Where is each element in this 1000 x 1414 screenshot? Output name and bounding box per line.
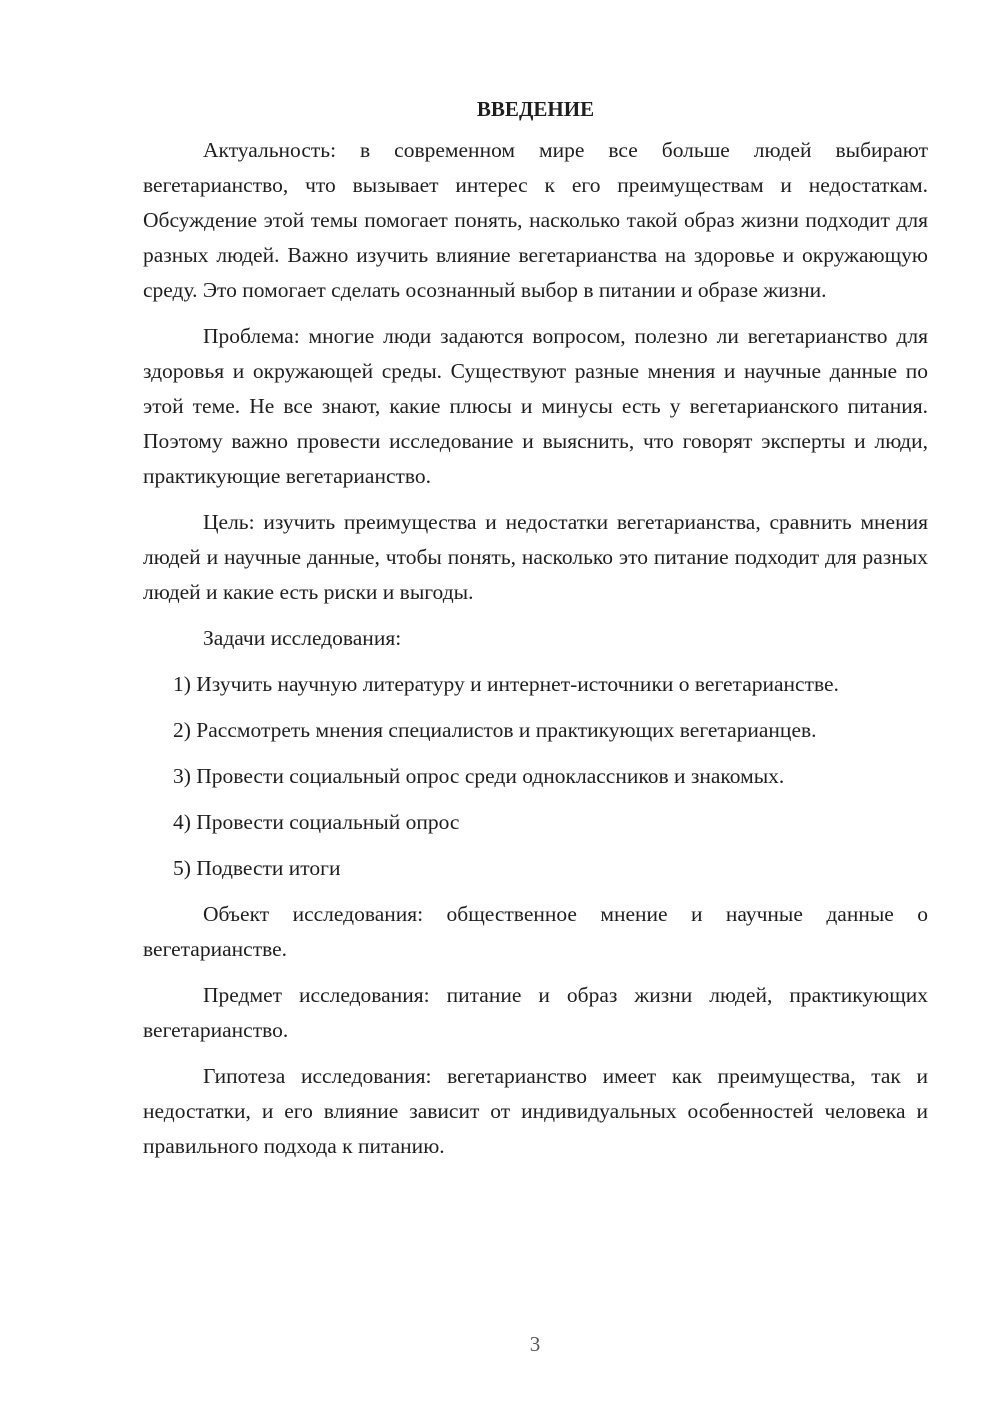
task-item-2: 2) Рассмотреть мнения специалистов и практикующих вегетарианцев.: [173, 718, 817, 742]
task-item-5: 5) Подвести итоги: [173, 856, 341, 880]
page-number: 3: [529, 1332, 541, 1356]
problem-paragraph: Проблема: многие люди задаются вопросом, полезно ли вегетарианство для здоровья и окружающей среды. Существуют разные мнения и научные данные по этой теме. Не все знают, какие плюсы и минусы есть у вегетарианского питания. Поэтому важно провести исследование и выяснить, что говорят эксперты и люди, практикующие вегетарианство.: [143, 324, 928, 488]
subject-paragraph: Предмет исследования: питание и образ жизни людей, практикующих вегетарианство.: [143, 983, 928, 1042]
object-paragraph: Объект исследования: общественное мнение и научные данные о вегетарианстве.: [143, 902, 928, 961]
relevance-paragraph: Актуальность: в современном мире все больше людей выбирают вегетарианство, что вызывает интерес к его преимуществам и недостаткам. Обсуждение этой темы помогает понять, насколько такой образ жизни подходит для разных людей. Важно изучить влияние вегетарианства на здоровье и окружающую среду. Это помогает сделать осознанный выбор в питании и образе жизни.: [143, 138, 928, 302]
hypothesis-paragraph: Гипотеза исследования: вегетарианство имеет как преимущества, так и недостатки, и его влияние зависит от индивидуальных особенностей человека и правильного подхода к питанию.: [143, 1064, 928, 1158]
tasks-title: Задачи исследования:: [203, 626, 402, 650]
document-body: [143, 92, 928, 1175]
task-item-1: 1) Изучить научную литературу и интернет-источники о вегетарианстве.: [173, 672, 839, 696]
task-item-3: 3) Провести социальный опрос среди одноклассников и знакомых.: [173, 764, 785, 788]
goal-paragraph: Цель: изучить преимущества и недостатки вегетарианства, сравнить мнения людей и научные данные, чтобы понять, насколько это питание подходит для разных людей и какие есть риски и выгоды.: [143, 510, 928, 604]
task-item-4: 4) Провести социальный опрос: [173, 810, 460, 834]
section-heading: ВВЕДЕНИЕ: [476, 97, 595, 121]
